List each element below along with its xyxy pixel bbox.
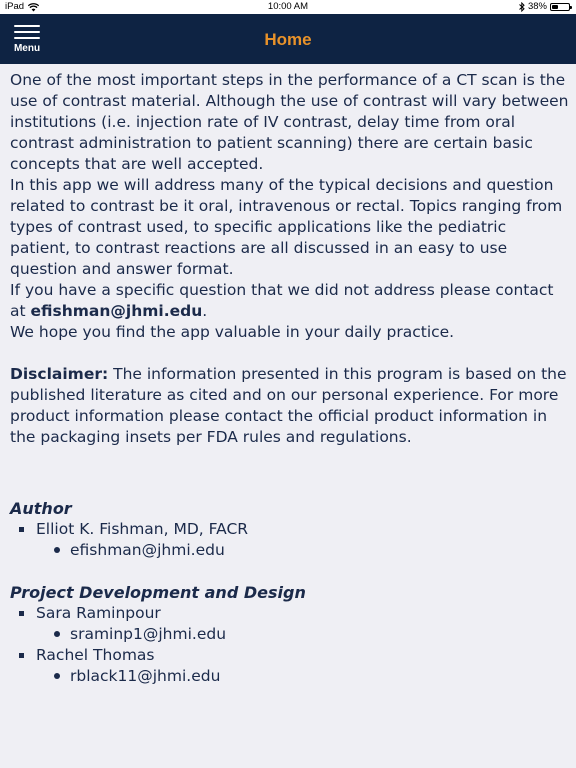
disclaimer-text: The information presented in this program is based on the published literature as cited and on our personal experience. For more product information please contact the official product information in the packaging insets per FDA rules and regulations. xyxy=(10,365,567,446)
project-list xyxy=(10,603,570,687)
person-item xyxy=(10,519,570,561)
person-name: Sara Raminpour xyxy=(36,604,161,622)
status-right xyxy=(519,0,570,14)
intro-paragraph-4: We hope you find the app valuable in your daily practice. xyxy=(10,323,455,341)
intro-paragraph-1: One of the most important steps in the performance of a CT scan is the use of contrast material. Although the use of contrast will vary between institutions (i.e. injection rate of IV contrast, delay time from oral contrast administration to patient scanning) there are certain basic concepts that are well accepted. xyxy=(10,71,569,173)
intro-paragraph-2: In this app we will address many of the typical decisions and question related to contrast be it oral, intravenous or rectal. Topics ranging from types of contrast used, to specific applications like the pediatric patient, to contrast reactions are all discussed in an easy to use question and answer format. xyxy=(10,176,563,278)
home-content xyxy=(10,70,570,687)
status-time: 10:00 AM xyxy=(267,1,309,12)
contact-prefix: If you have a specific question that we did not address please contact at xyxy=(10,281,554,320)
person-name: Rachel Thomas xyxy=(36,646,155,664)
author-list xyxy=(10,519,570,561)
project-heading: Project Development and Design xyxy=(10,583,306,602)
device-label: iPad xyxy=(5,1,25,12)
email-list xyxy=(36,624,570,645)
author-heading: Author xyxy=(10,499,72,518)
page-title: Home xyxy=(264,30,312,49)
person-name: Elliot K. Fishman, MD, FACR xyxy=(36,520,249,538)
email-list xyxy=(36,540,570,561)
email-item[interactable]: sraminp1@jhmi.edu xyxy=(36,624,570,645)
contact-email-link[interactable]: efishman@jhmi.edu xyxy=(30,302,203,320)
spacer xyxy=(10,561,570,582)
navigation-bar xyxy=(0,14,576,64)
spacer xyxy=(10,343,570,364)
battery-fill xyxy=(552,5,558,9)
person-item xyxy=(10,645,570,687)
email-item[interactable]: rblack11@jhmi.edu xyxy=(36,666,570,687)
contact-suffix: . xyxy=(202,302,208,320)
battery-percent: 38% xyxy=(527,1,547,12)
email-item[interactable]: efishman@jhmi.edu xyxy=(36,540,570,561)
disclaimer-label: Disclaimer: xyxy=(10,365,109,383)
email-list xyxy=(36,666,570,687)
battery-icon xyxy=(550,3,570,11)
spacer xyxy=(10,448,570,498)
bluetooth-icon xyxy=(519,2,525,12)
intro-paragraph-3 xyxy=(10,280,570,322)
menu-label: Menu xyxy=(13,43,41,54)
status-bar xyxy=(0,0,576,14)
disclaimer-paragraph xyxy=(10,364,570,448)
person-item xyxy=(10,603,570,645)
